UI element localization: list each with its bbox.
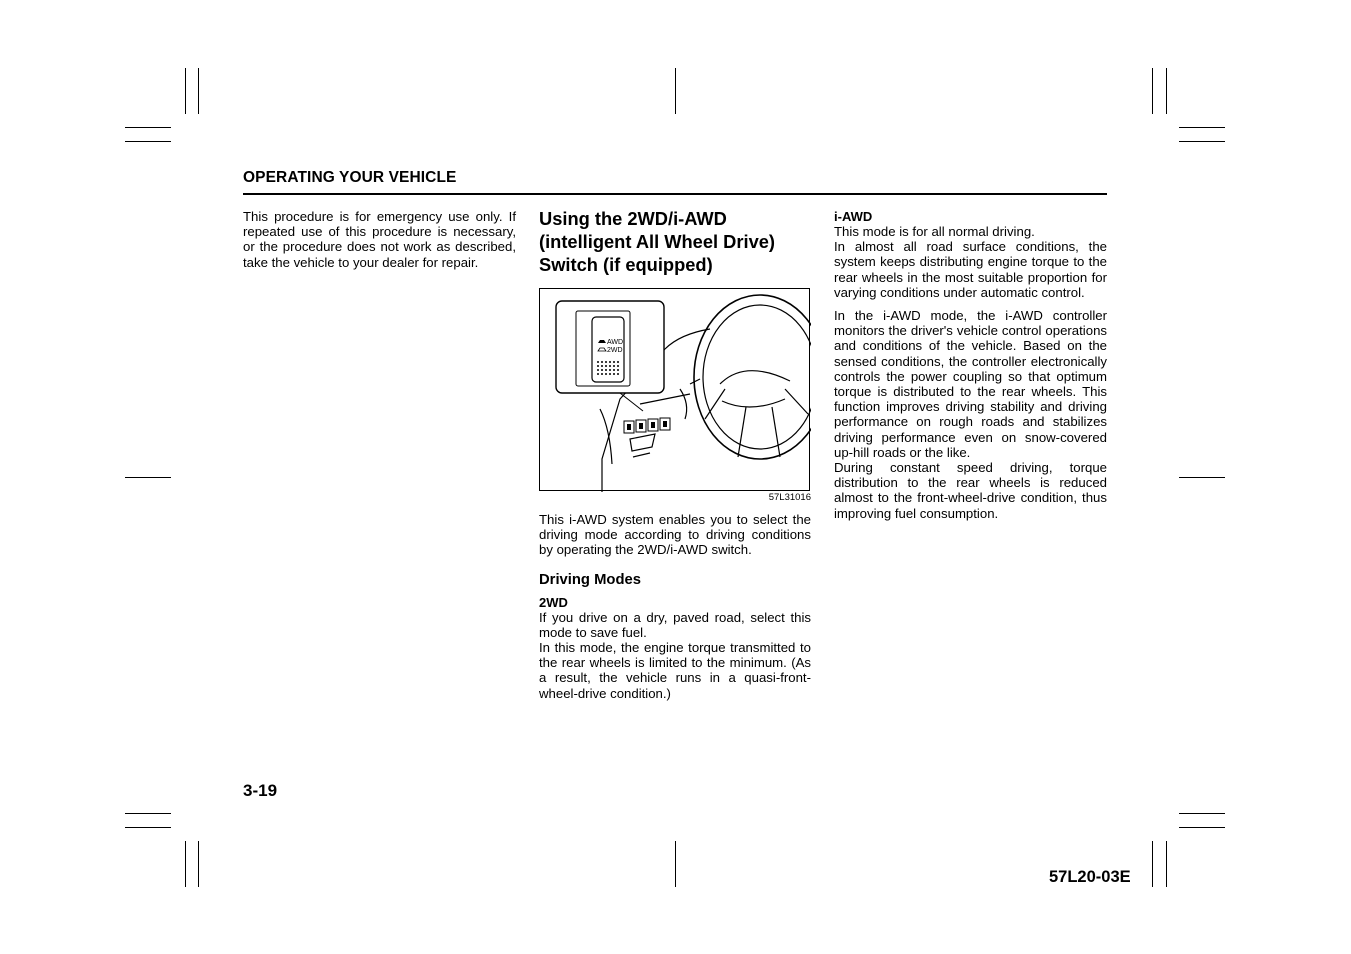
mode-iawd-label: i-AWD bbox=[834, 209, 873, 224]
mode-2wd-text-1: If you drive on a dry, paved road, select this mode to save fuel. bbox=[539, 609, 811, 640]
column-right bbox=[834, 209, 1107, 521]
switch-illustration bbox=[539, 288, 810, 491]
column-left bbox=[243, 209, 516, 278]
intro-paragraph: This i-AWD system enables you to select the driving mode according to driving conditions by operating the 2WD/i-AWD switch. bbox=[539, 512, 811, 558]
mode-2wd-label: 2WD bbox=[539, 594, 568, 610]
emergency-note: This procedure is for emergency use only. If repeated use of this procedure is necessary, or the procedure does not work as described, take the vehicle to your dealer for repair. bbox=[243, 209, 516, 270]
document-code: 57L20-03E bbox=[1049, 868, 1131, 886]
section-title: Using the 2WD/i-AWD (intelligent All Wheel Drive) Switch (if equipped) bbox=[539, 208, 775, 275]
mode-iawd-text-1: This mode is for all normal driving. bbox=[834, 224, 1035, 239]
header-rule bbox=[243, 193, 1107, 195]
driving-modes-heading: Driving Modes bbox=[539, 571, 641, 588]
switch-label-awd: AWD bbox=[607, 339, 624, 346]
mode-iawd-text-4: During constant speed driving, torque distribution to the rear wheels is reduced almost to the front-wheel-drive condition, thus improving fuel consumption. bbox=[834, 460, 1107, 521]
section-header: OPERATING YOUR VEHICLE bbox=[243, 169, 457, 186]
column-middle bbox=[539, 207, 811, 701]
mode-iawd-text-3: In the i-AWD mode, the i-AWD controller monitors the driver's vehicle control operations and conditions of the vehicle. Based on the sensed conditions, the controller electronically controls the power coupling so that optimum torque is distributed to the rear wheels. This function improves driving stability and driving performance on rough roads and stabilizes driving performance even on snow-covered up-hill roads or the like. bbox=[834, 308, 1107, 460]
dashboard-drawing bbox=[540, 289, 811, 492]
figure-code: 57L31016 bbox=[768, 492, 811, 503]
switch-label-2wd: 2WD bbox=[607, 347, 623, 354]
mode-2wd-text-2: In this mode, the engine torque transmitted to the rear wheels is limited to the minimum. (As a result, the vehicle runs in a quasi-front-wheel-drive condition.) bbox=[539, 640, 811, 701]
page-number: 3-19 bbox=[243, 781, 278, 800]
mode-iawd-text-2: In almost all road surface conditions, the system keeps distributing engine torque to the rear wheels in the most suitable proportion for varying conditions under automatic control. bbox=[834, 239, 1107, 300]
